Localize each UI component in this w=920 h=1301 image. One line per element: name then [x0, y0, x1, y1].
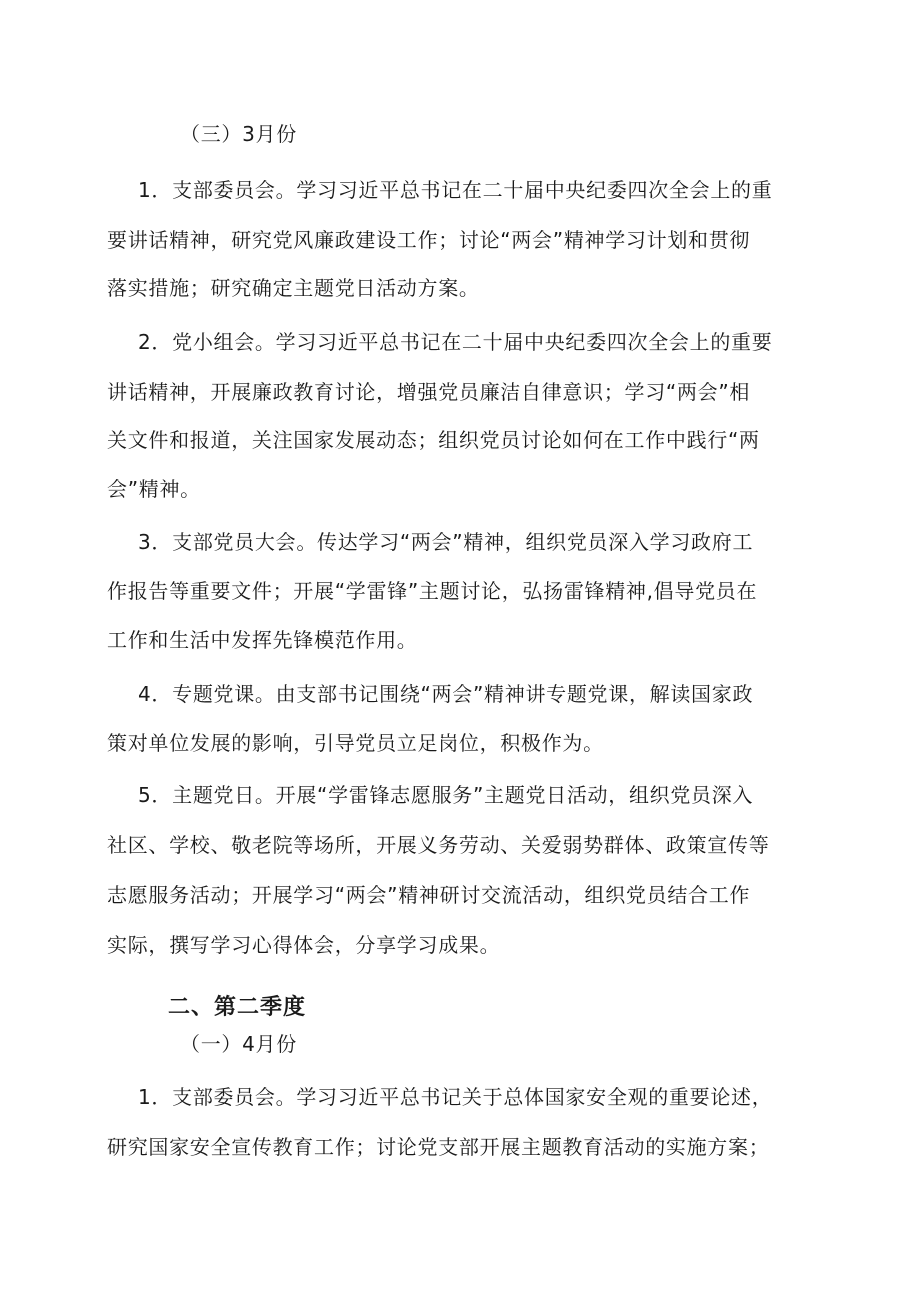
paragraph-line: 研究国家安全宣传教育工作；讨论党支部开展主题教育活动的实施方案；	[107, 1135, 770, 1159]
paragraph-line: 1．支部委员会。学习习近平总书记在二十届中央纪委四次全会上的重	[138, 178, 773, 202]
paragraph-line: 社区、学校、敬老院等场所，开展义务劳动、关爱弱势群体、政策宣传等	[107, 833, 770, 857]
paragraph-line: 实际，撰写学习心得体会，分享学习成果。	[107, 933, 501, 957]
paragraph-line: 志愿服务活动；开展学习“两会”精神研讨交流活动，组织党员结合工作	[107, 883, 751, 907]
subheading-march: （三）3月份	[180, 122, 297, 146]
paragraph-line: 1．支部委员会。学习习近平总书记关于总体国家安全观的重要论述，	[138, 1085, 773, 1109]
paragraph-line: 工作和生活中发挥先锋模范作用。	[107, 628, 418, 652]
paragraph-line: 策对单位发展的影响，引导党员立足岗位，积极作为。	[107, 731, 604, 755]
paragraph-line: 会”精神。	[107, 477, 201, 501]
paragraph-line: 4．专题党课。由支部书记围绕“两会”精神讲专题党课，解读国家政	[138, 682, 754, 706]
paragraph-line: 关文件和报道，关注国家发展动态；组织党员讨论如何在工作中践行“两	[107, 428, 760, 452]
paragraph-line: 讲话精神，开展廉政教育讨论，增强党员廉洁自律意识；学习“两会”相	[107, 380, 751, 404]
paragraph-line: 5．主题党日。开展“学雷锋志愿服务”主题党日活动，组织党员深入	[138, 783, 754, 807]
paragraph-line: 3．支部党员大会。传达学习“两会”精神，组织党员深入学习政府工	[138, 530, 754, 554]
paragraph-line: 2．党小组会。学习习近平总书记在二十届中央纪委四次全会上的重要	[138, 330, 773, 354]
paragraph-line: 作报告等重要文件；开展“学雷锋”主题讨论，弘扬雷锋精神,倡导党员在	[107, 579, 758, 603]
paragraph-line: 要讲话精神，研究党风廉政建设工作；讨论“两会”精神学习计划和贯彻	[107, 228, 751, 252]
section-heading-q2: 二、第二季度	[168, 995, 307, 1020]
paragraph-line: 落实措施；研究确定主题党日活动方案。	[107, 276, 480, 300]
subheading-april: （一）4月份	[180, 1032, 297, 1056]
